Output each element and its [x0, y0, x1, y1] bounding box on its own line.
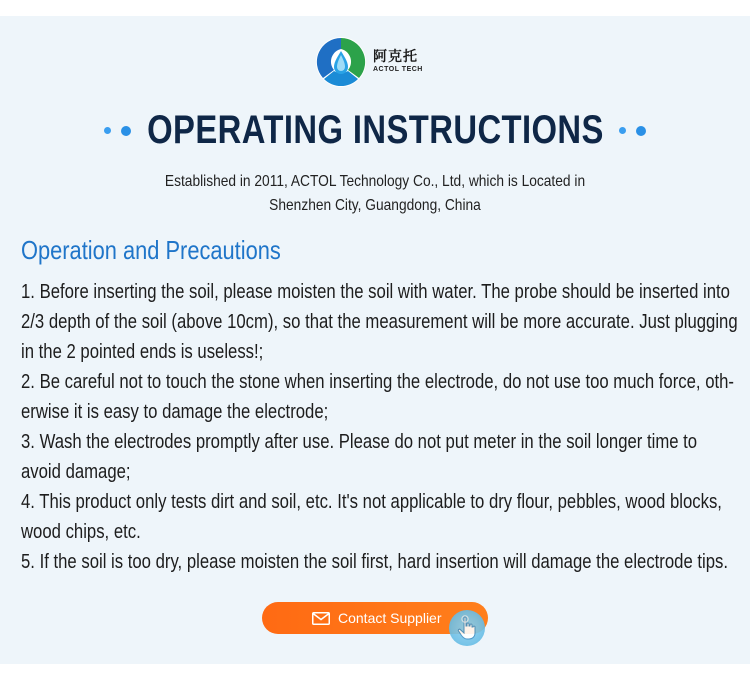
decor-dot-icon — [104, 127, 111, 134]
mail-icon — [312, 612, 330, 625]
page-title: OPERATING INSTRUCTIONS — [146, 108, 604, 152]
section-heading: Operation and Precautions — [21, 235, 281, 265]
brand-logo — [314, 35, 423, 89]
subtitle-line-1: Established in 2011, ACTOL Technology Co., Ltd, which is Located in — [164, 173, 586, 190]
logo-english-name: ACTOL TECH — [373, 66, 423, 73]
instruction-line: wood chips, etc. — [21, 521, 141, 543]
title-row — [0, 108, 750, 153]
instruction-line: 3. Wash the electrodes promptly after use. Please do not put meter in the soil longer time to — [21, 431, 698, 453]
logo-chinese-name: 阿克托 — [373, 49, 418, 65]
instruction-line: in the 2 pointed ends is useless!; — [21, 341, 264, 363]
instructions-text — [21, 277, 738, 577]
instruction-line: 5. If the soil is too dry, please moisten the soil first, hard insertion will damage the electrode tips. — [21, 551, 729, 573]
title-left-dots — [104, 126, 131, 136]
subtitle-line-2: Shenzhen City, Guangdong, China — [269, 197, 481, 214]
decor-dot-icon — [121, 126, 131, 136]
title-right-dots — [619, 126, 646, 136]
decor-dot-icon — [619, 127, 626, 134]
instruction-line: 2. Be careful not to touch the stone when inserting the electrode, do not use too much force, oth- — [21, 371, 734, 393]
company-subtitle — [53, 170, 698, 218]
instruction-line: 2/3 depth of the soil (above 10cm), so that the measurement will be more accurate. Just plugging — [21, 311, 738, 333]
instruction-line: 1. Before inserting the soil, please moisten the soil with water. The probe should be inserted into — [21, 281, 730, 303]
pointer-cursor-icon — [449, 610, 485, 646]
actol-logo-icon — [314, 35, 368, 89]
instruction-line: avoid damage; — [21, 461, 131, 483]
instruction-line: erwise it is easy to damage the electrode; — [21, 401, 329, 423]
instruction-line: 4. This product only tests dirt and soil, etc. It's not applicable to dry flour, pebbles, wood blocks, — [21, 491, 722, 513]
decor-dot-icon — [636, 126, 646, 136]
contact-supplier-label: Contact Supplier — [338, 610, 442, 626]
